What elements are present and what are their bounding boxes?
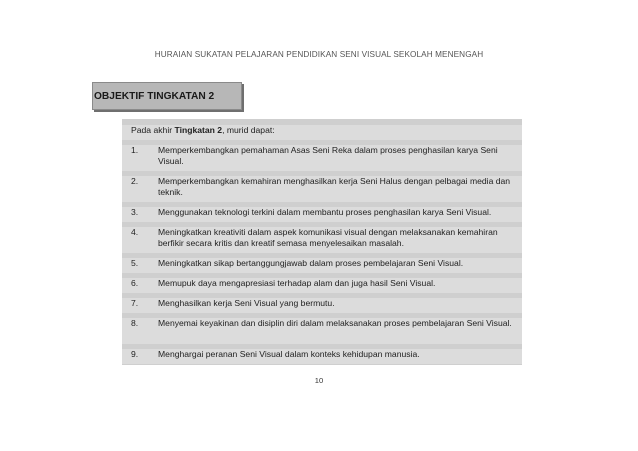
objective-item [122, 258, 522, 273]
objective-item [122, 145, 522, 171]
intro-suffix: , murid dapat: [222, 125, 275, 135]
objective-number: 7. [131, 298, 139, 308]
objective-number: 1. [131, 145, 139, 155]
objectives-panel [122, 119, 522, 365]
intro-prefix: Pada akhir [131, 125, 175, 135]
objective-number: 2. [131, 176, 139, 186]
objective-number: 6. [131, 278, 139, 288]
objective-text: Menggunakan teknologi terkini dalam membantu proses penghasilan karya Seni Visual. [158, 207, 492, 217]
objective-number: 8. [131, 318, 139, 328]
document-header: HURAIAN SUKATAN PELAJARAN PENDIDIKAN SENI VISUAL SEKOLAH MENENGAH [154, 50, 484, 59]
objective-item [122, 278, 522, 293]
objective-number: 3. [131, 207, 139, 217]
objective-text: Meningkatkan sikap bertanggungjawab dalam proses pembelajaran Seni Visual. [158, 258, 464, 268]
intro-line [122, 125, 522, 140]
section-title-box [92, 82, 242, 110]
objective-text: Menghasilkan kerja Seni Visual yang bermutu. [158, 298, 335, 308]
objective-text: Memperkembangkan pemahaman Asas Seni Reka dalam proses penghasilan karya Seni Visual. [158, 145, 498, 166]
objective-item [122, 176, 522, 202]
objective-item [122, 207, 522, 222]
objective-number: 9. [131, 349, 139, 359]
objective-number: 5. [131, 258, 139, 268]
objective-text: Menyemai keyakinan dan disiplin diri dalam melaksanakan proses pembelajaran Seni Visual. [158, 318, 512, 328]
objective-text: Memupuk daya mengapresiasi terhadap alam dan juga hasil Seni Visual. [158, 278, 436, 288]
objective-item [122, 298, 522, 313]
intro-bold: Tingkatan 2 [174, 125, 223, 135]
objective-text: Meningkatkan kreativiti dalam aspek komunikasi visual dengan melaksanakan kemahiran berfikir secara kritis dan kreatif semasa menyelesaikan masalah. [158, 227, 498, 248]
objective-text: Memperkembangkan kemahiran menghasilkan kerja Seni Halus dengan pelbagai media dan teknik. [158, 176, 511, 197]
section-title: OBJEKTIF TINGKATAN 2 [94, 90, 215, 102]
objective-item [122, 349, 522, 364]
page-number: 10 [314, 376, 324, 385]
objective-text: Menghargai peranan Seni Visual dalam konteks kehidupan manusia. [158, 349, 420, 359]
objective-number: 4. [131, 227, 139, 237]
objective-item [122, 227, 522, 253]
objective-item [122, 318, 522, 344]
